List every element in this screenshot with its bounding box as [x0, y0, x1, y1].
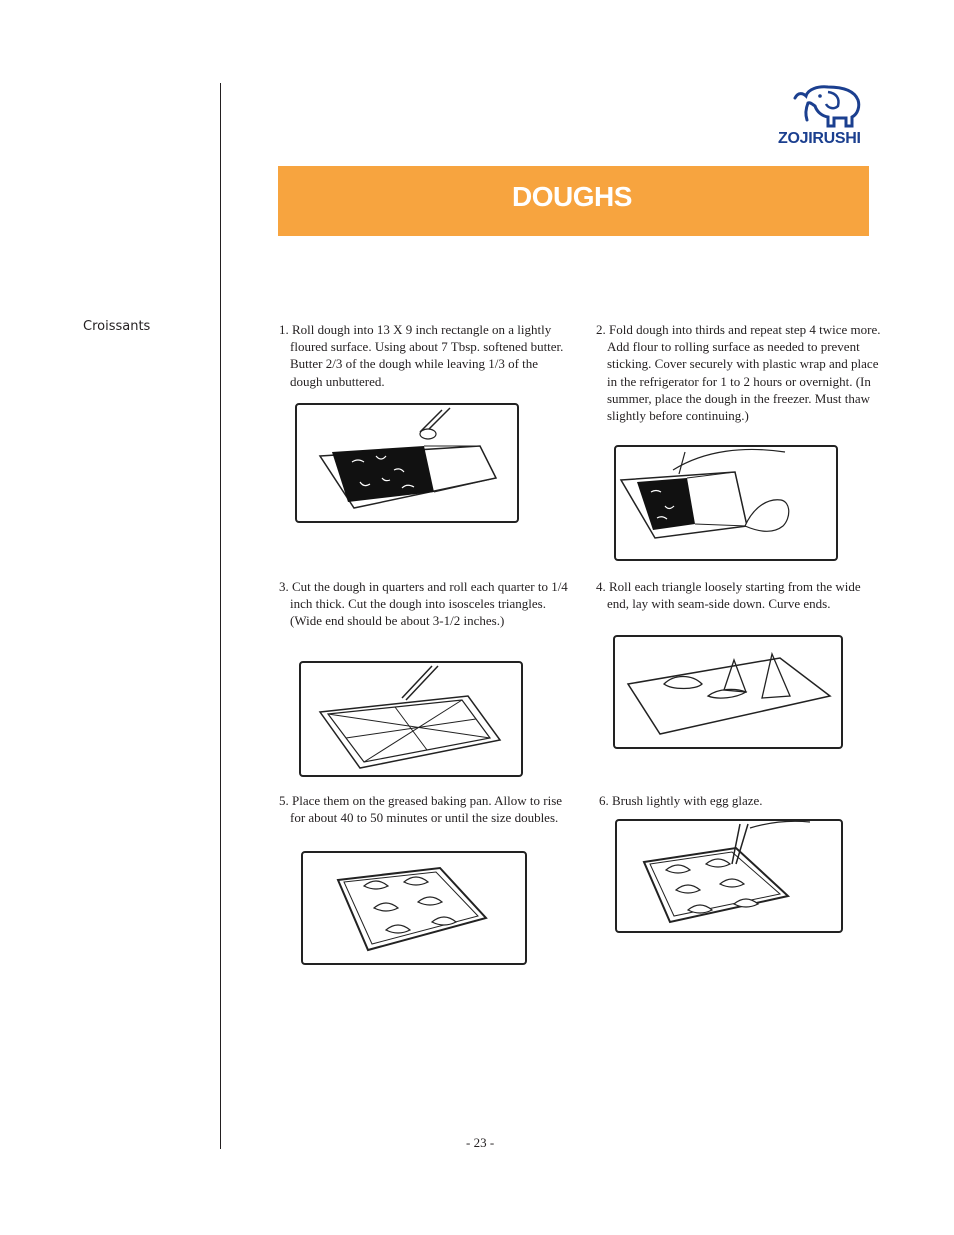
step-4-text: 4. Roll each triangle loosely starting from the wide end, lay with seam-side down. Curve ends. [596, 579, 861, 612]
brand-name: ZOJIRUSHI [778, 130, 861, 147]
step-3-illustration [290, 652, 534, 788]
step-2-illustration [595, 440, 847, 572]
brand-logo [778, 84, 870, 150]
page-title: DOUGHS [512, 181, 632, 212]
elephant-icon [792, 84, 862, 128]
step-6-illustration [610, 812, 856, 946]
step-5-text: 5. Place them on the greased baking pan. Allow to rise for about 40 to 50 minutes or until the size doubles. [279, 793, 563, 826]
step-6-text: 6. Brush lightly with egg glaze. [599, 793, 763, 808]
step-1-illustration [282, 392, 530, 530]
step-3-text: 3. Cut the dough in quarters and roll each quarter to 1/4 inch thick. Cut the dough into isosceles triangles. (Wide end should be about 3-1/2 inches.) [279, 579, 568, 629]
step-1-text: 1. Roll dough into 13 X 9 inch rectangle on a lightly floured surface. Using about 7 Tbsp. softened butter. Butter 2/3 of the dough while leaving 1/3 of the dough unbuttered. [279, 322, 564, 389]
recipe-label: Croissants [83, 319, 151, 334]
step-2-text: 2. Fold dough into thirds and repeat step 4 twice more. Add flour to rolling surface as needed to prevent sticking. Cover securely with plastic wrap and place in the refrigerator for 1 to 2 hours or overnight. (In summer, place the dough in the freezer. Must thaw slightly before continuing.) [596, 322, 881, 424]
margin-rule [220, 83, 221, 1149]
step-4-illustration [606, 628, 858, 762]
step-5-illustration [294, 846, 542, 972]
section-banner [278, 166, 869, 236]
page-number: - 23 - [466, 1135, 495, 1150]
